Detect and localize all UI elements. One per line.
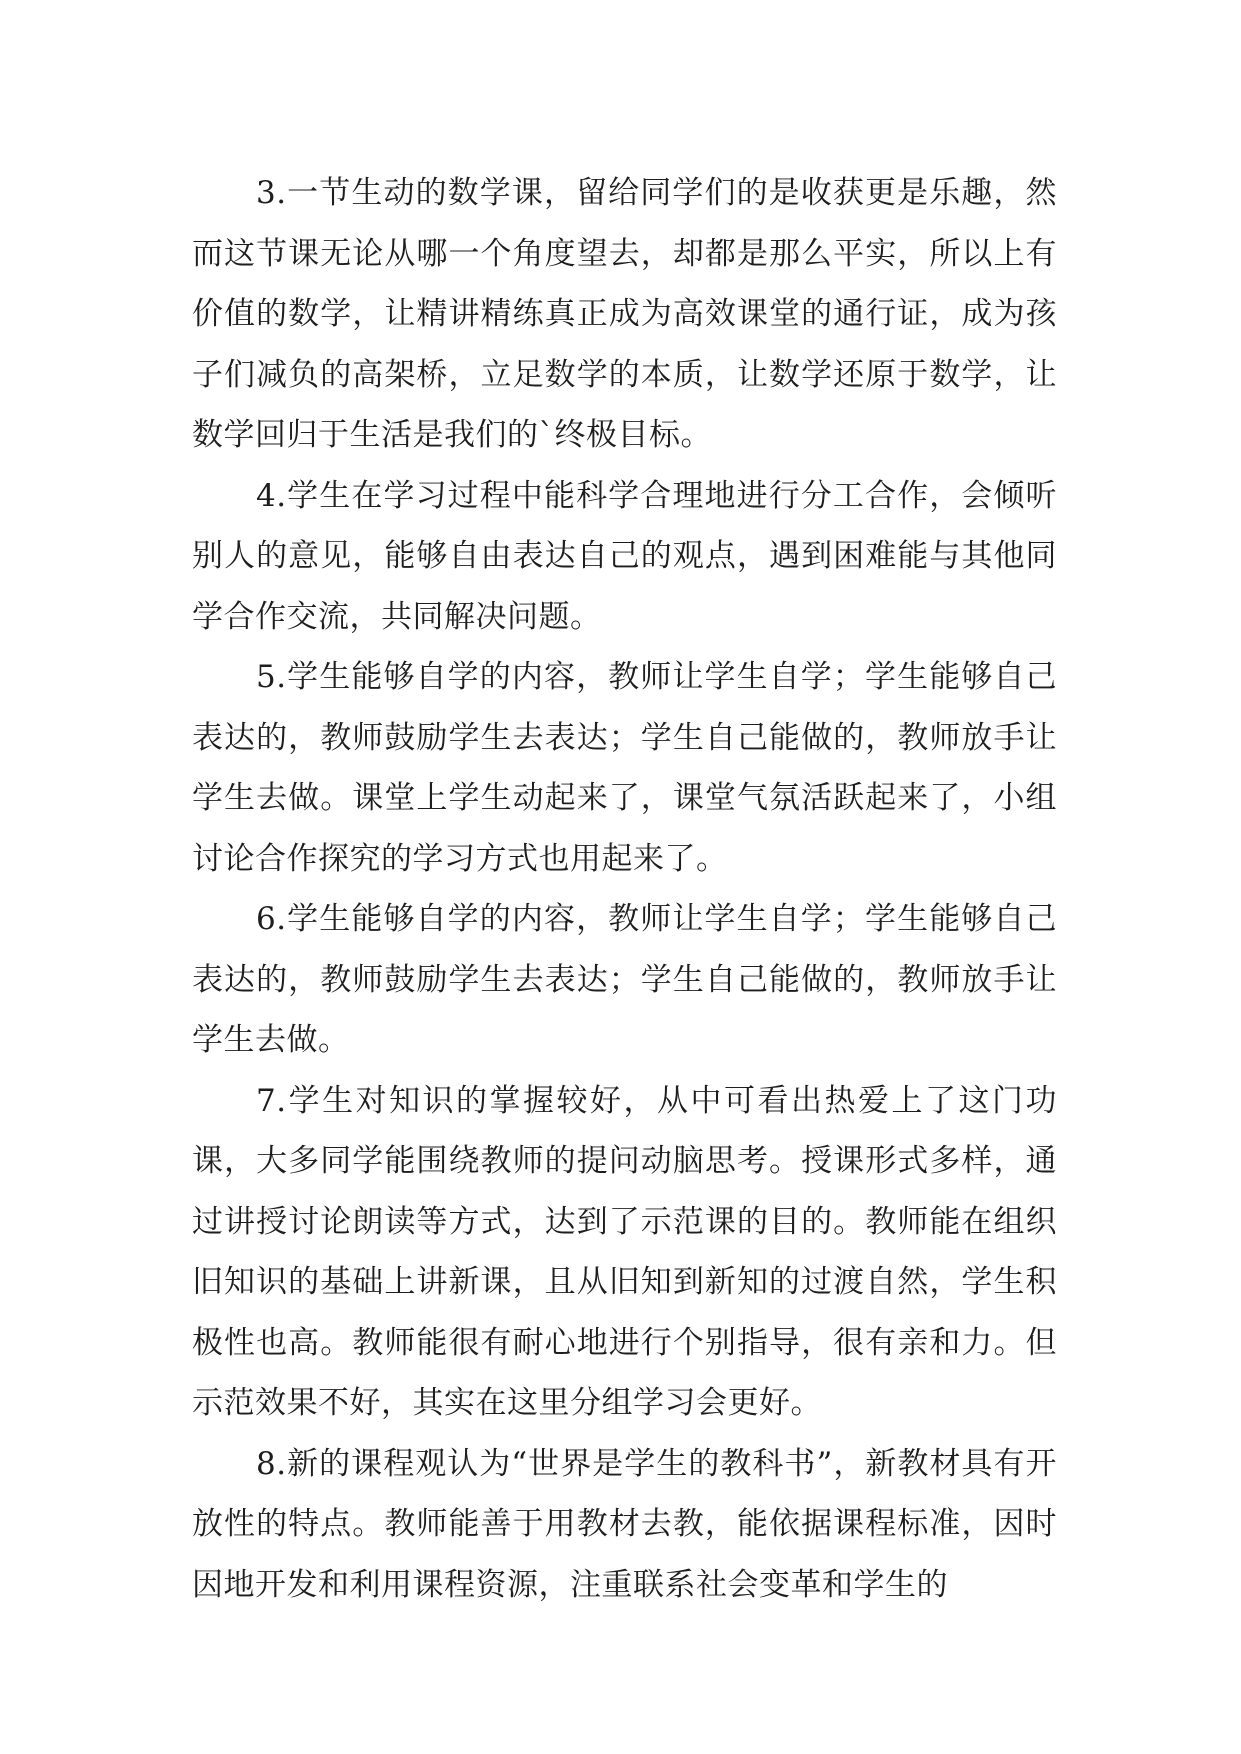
paragraph-8: 8.新的课程观认为“世界是学生的教科书”，新教材具有开放性的特点。教师能善于用教材去教，能依据课程标准，因时因地开发和利用课程资源，注重联系社会变革和学生的	[192, 1445, 1057, 1603]
paragraph-5: 5.学生能够自学的内容，教师让学生自学；学生能够自己表达的，教师鼓励学生去表达；学生自己能做的，教师放手让学生去做。课堂上学生动起来了，课堂气氛活跃起来了，小组讨论合作探究的学习方式也用起来了。	[192, 659, 1057, 877]
paragraph-6: 6.学生能够自学的内容，教师让学生自学；学生能够自己表达的，教师鼓励学生去表达；学生自己能做的，教师放手让学生去做。	[192, 901, 1057, 1058]
paragraph-3: 3.一节生动的数学课，留给同学们的是收获更是乐趣，然而这节课无论从哪一个角度望去，却都是那么平实，所以上有价值的数学，让精讲精练真正成为高效课堂的通行证，成为孩子们减负的高架桥，立足数学的本质，让数学还原于数学，让数学回归于生活是我们的`终极目标。	[192, 175, 1057, 453]
document-body	[192, 163, 1057, 1615]
paragraph-4: 4.学生在学习过程中能科学合理地进行分工合作，会倾听别人的意见，能够自由表达自己的观点，遇到困难能与其他同学合作交流，共同解决问题。	[192, 477, 1057, 635]
paragraph-7: 7.学生对知识的掌握较好，从中可看出热爱上了这门功课，大多同学能围绕教师的提问动脑思考。授课形式多样，通过讲授讨论朗读等方式，达到了示范课的目的。教师能在组织旧知识的基础上讲新课，且从旧知到新知的过渡自然，学生积极性也高。教师能很有耐心地进行个别指导，很有亲和力。但示范效果不好，其实在这里分组学习会更好。	[192, 1082, 1057, 1421]
